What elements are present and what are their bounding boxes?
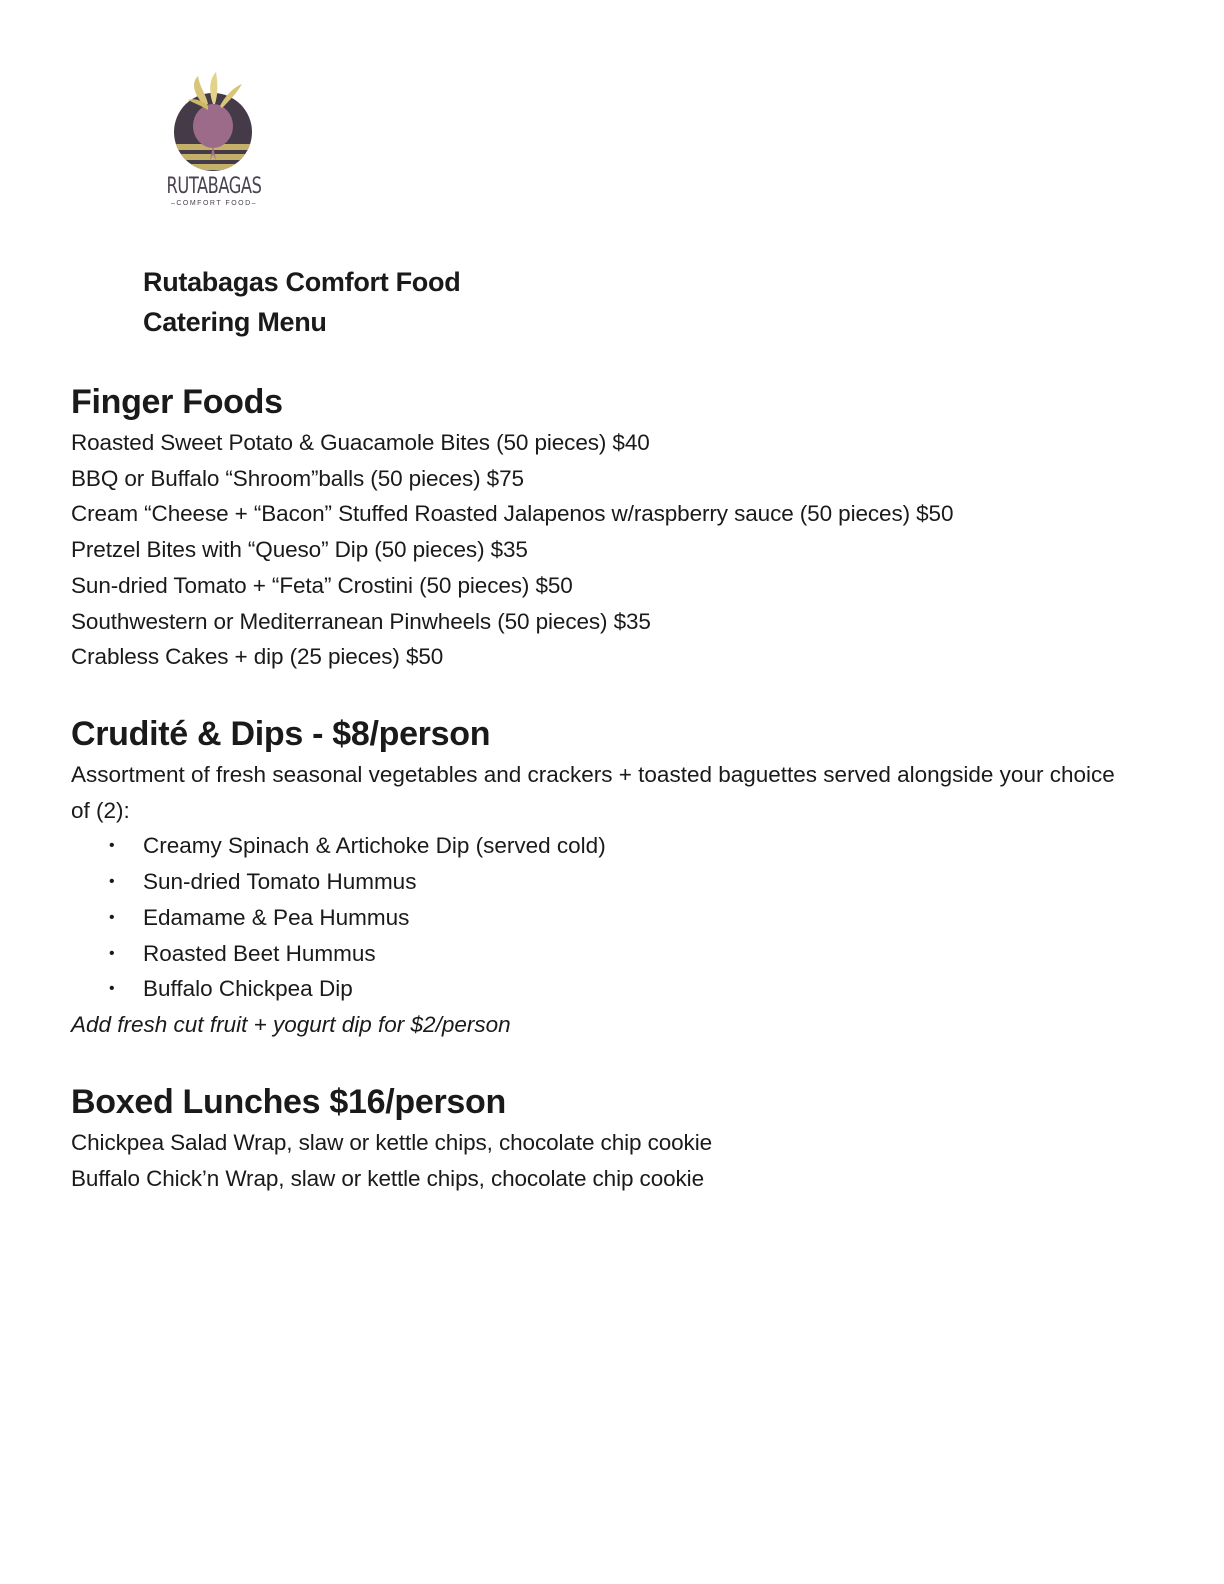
list-item: Roasted Sweet Potato & Guacamole Bites (50 pieces) $40 (71, 430, 650, 455)
list-item: • Buffalo Chickpea Dip (109, 976, 353, 1002)
list-item: • Roasted Beet Hummus (109, 940, 376, 966)
list-item: • Creamy Spinach & Artichoke Dip (served cold) (109, 833, 606, 859)
crudite-section (71, 712, 1181, 1043)
menu-header (143, 262, 460, 342)
finger-foods-heading: Finger Foods (71, 383, 283, 421)
list-item: • Sun-dried Tomato Hummus (109, 869, 417, 895)
beet-logo-icon (150, 70, 278, 174)
list-item: Cream “Cheese + “Bacon” Stuffed Roasted Jalapenos w/raspberry sauce (50 pieces) $50 (71, 501, 954, 527)
list-item: Crabless Cakes + dip (25 pieces) $50 (71, 644, 444, 670)
list-item: Sun-dried Tomato + “Feta” Crostini (50 pieces) $50 (71, 572, 573, 598)
boxed-lunches-heading: Boxed Lunches $16/person (71, 1083, 506, 1121)
list-item: Pretzel Bites with “Queso” Dip (50 pieces) $35 (71, 537, 528, 563)
menu-title: Catering Menu (143, 307, 327, 337)
list-item: Chickpea Salad Wrap, slaw or kettle chips, chocolate chip cookie (71, 1130, 713, 1155)
rutabagas-logo (150, 70, 278, 215)
list-item: • Edamame & Pea Hummus (109, 904, 410, 930)
logo-wordmark: RUTABAGAS (166, 174, 262, 199)
fruit-addon-note: Add fresh cut fruit + yogurt dip for $2/person (71, 1011, 511, 1037)
restaurant-name: Rutabagas Comfort Food (143, 267, 461, 297)
finger-foods-section (71, 380, 1181, 675)
crudite-heading: Crudité & Dips - $8/person (71, 715, 491, 753)
list-item: Buffalo Chick’n Wrap, slaw or kettle chips, chocolate chip cookie (71, 1165, 704, 1191)
list-item: Southwestern or Mediterranean Pinwheels (50 pieces) $35 (71, 608, 651, 634)
logo-tagline: –COMFORT FOOD– (170, 200, 258, 207)
dip-list (71, 828, 1181, 1007)
list-item: BBQ or Buffalo “Shroom”balls (50 pieces) $75 (71, 465, 524, 491)
crudite-description: Assortment of fresh seasonal vegetables and crackers + toasted baguettes served alongside your choice of (2): (71, 762, 1115, 823)
boxed-lunches-section (71, 1080, 1181, 1196)
